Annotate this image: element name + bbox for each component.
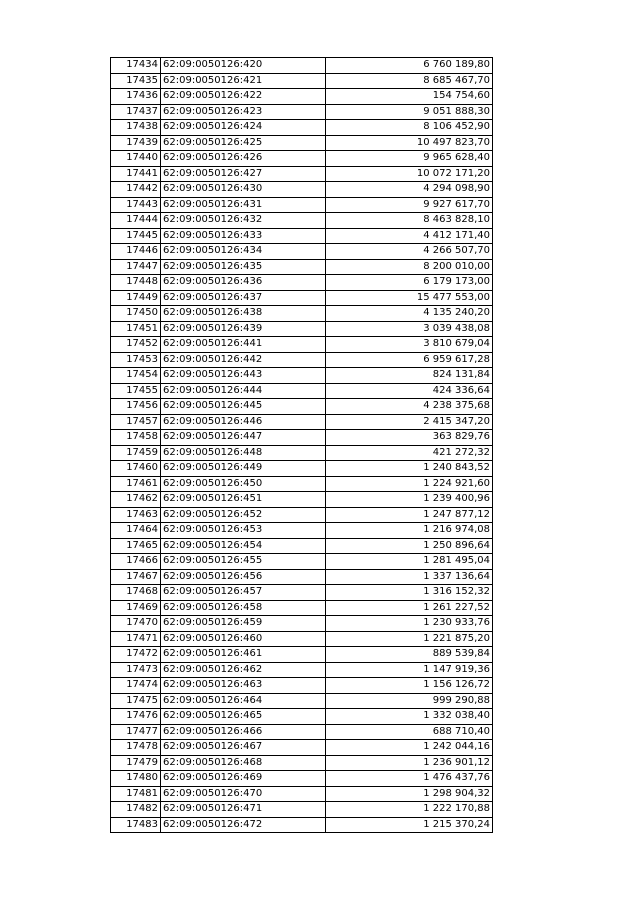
table-row (111, 58, 493, 74)
table-row (111, 802, 493, 818)
value-cell: 424 336,64 (326, 383, 493, 399)
cadastral-number-cell: 62:09:0050126:442 (161, 352, 326, 368)
cadastral-number-cell: 62:09:0050126:444 (161, 383, 326, 399)
cadastral-number-cell: 62:09:0050126:459 (161, 616, 326, 632)
cadastral-number-cell: 62:09:0050126:456 (161, 569, 326, 585)
table-row (111, 383, 493, 399)
row-number-cell: 17444 (111, 213, 161, 229)
table-row (111, 306, 493, 322)
cadastral-number-cell: 62:09:0050126:461 (161, 647, 326, 663)
value-cell: 10 497 823,70 (326, 135, 493, 151)
row-number-cell: 17452 (111, 337, 161, 353)
table-row (111, 709, 493, 725)
table-row (111, 600, 493, 616)
table-row (111, 662, 493, 678)
table-row (111, 554, 493, 570)
table-row (111, 352, 493, 368)
cadastral-number-cell: 62:09:0050126:437 (161, 290, 326, 306)
table-row (111, 120, 493, 136)
value-cell: 4 294 098,90 (326, 182, 493, 198)
value-cell: 363 829,76 (326, 430, 493, 446)
table-row (111, 507, 493, 523)
cadastral-number-cell: 62:09:0050126:446 (161, 414, 326, 430)
value-cell: 1 316 152,32 (326, 585, 493, 601)
row-number-cell: 17464 (111, 523, 161, 539)
cadastral-number-cell: 62:09:0050126:431 (161, 197, 326, 213)
table-row (111, 740, 493, 756)
value-cell: 1 224 921,60 (326, 476, 493, 492)
cadastral-number-cell: 62:09:0050126:472 (161, 817, 326, 833)
table-row (111, 104, 493, 120)
cadastral-number-cell: 62:09:0050126:462 (161, 662, 326, 678)
table-row (111, 693, 493, 709)
table-row (111, 135, 493, 151)
table-row (111, 166, 493, 182)
value-cell: 9 965 628,40 (326, 151, 493, 167)
value-cell: 3 810 679,04 (326, 337, 493, 353)
cadastral-number-cell: 62:09:0050126:432 (161, 213, 326, 229)
cadastral-number-cell: 62:09:0050126:455 (161, 554, 326, 570)
row-number-cell: 17435 (111, 73, 161, 89)
value-cell: 999 290,88 (326, 693, 493, 709)
row-number-cell: 17458 (111, 430, 161, 446)
cadastral-number-cell: 62:09:0050126:436 (161, 275, 326, 291)
cadastral-number-cell: 62:09:0050126:463 (161, 678, 326, 694)
cadastral-number-cell: 62:09:0050126:445 (161, 399, 326, 415)
row-number-cell: 17462 (111, 492, 161, 508)
row-number-cell: 17463 (111, 507, 161, 523)
value-cell: 824 131,84 (326, 368, 493, 384)
table-row (111, 414, 493, 430)
table-row (111, 321, 493, 337)
cadastral-number-cell: 62:09:0050126:421 (161, 73, 326, 89)
cadastral-number-cell: 62:09:0050126:420 (161, 58, 326, 74)
table-row (111, 585, 493, 601)
table-row (111, 73, 493, 89)
value-cell: 1 236 901,12 (326, 755, 493, 771)
row-number-cell: 17482 (111, 802, 161, 818)
value-cell: 1 215 370,24 (326, 817, 493, 833)
cadastral-number-cell: 62:09:0050126:450 (161, 476, 326, 492)
cadastral-number-cell: 62:09:0050126:422 (161, 89, 326, 105)
row-number-cell: 17466 (111, 554, 161, 570)
value-cell: 1 242 044,16 (326, 740, 493, 756)
row-number-cell: 17442 (111, 182, 161, 198)
table-row (111, 616, 493, 632)
value-cell: 1 230 933,76 (326, 616, 493, 632)
table-row (111, 151, 493, 167)
value-cell: 1 147 919,36 (326, 662, 493, 678)
cadastral-number-cell: 62:09:0050126:458 (161, 600, 326, 616)
cadastral-number-cell: 62:09:0050126:434 (161, 244, 326, 260)
table-row (111, 197, 493, 213)
value-cell: 1 240 843,52 (326, 461, 493, 477)
value-cell: 1 298 904,32 (326, 786, 493, 802)
row-number-cell: 17440 (111, 151, 161, 167)
row-number-cell: 17467 (111, 569, 161, 585)
table-row (111, 290, 493, 306)
cadastral-number-cell: 62:09:0050126:467 (161, 740, 326, 756)
value-cell: 8 200 010,00 (326, 259, 493, 275)
value-cell: 1 332 038,40 (326, 709, 493, 725)
cadastral-number-cell: 62:09:0050126:457 (161, 585, 326, 601)
value-cell: 4 135 240,20 (326, 306, 493, 322)
row-number-cell: 17447 (111, 259, 161, 275)
row-number-cell: 17436 (111, 89, 161, 105)
value-cell: 688 710,40 (326, 724, 493, 740)
row-number-cell: 17468 (111, 585, 161, 601)
table-row (111, 275, 493, 291)
row-number-cell: 17455 (111, 383, 161, 399)
table-row (111, 569, 493, 585)
table-row (111, 337, 493, 353)
cadastral-number-cell: 62:09:0050126:451 (161, 492, 326, 508)
table-row (111, 182, 493, 198)
row-number-cell: 17449 (111, 290, 161, 306)
value-cell: 1 261 227,52 (326, 600, 493, 616)
value-cell: 421 272,32 (326, 445, 493, 461)
value-cell: 1 337 136,64 (326, 569, 493, 585)
table-row (111, 368, 493, 384)
cadastral-number-cell: 62:09:0050126:433 (161, 228, 326, 244)
table-row (111, 523, 493, 539)
row-number-cell: 17445 (111, 228, 161, 244)
value-cell: 889 539,84 (326, 647, 493, 663)
row-number-cell: 17448 (111, 275, 161, 291)
value-cell: 8 106 452,90 (326, 120, 493, 136)
table-row (111, 631, 493, 647)
value-cell: 1 281 495,04 (326, 554, 493, 570)
table-row (111, 461, 493, 477)
cadastral-number-cell: 62:09:0050126:469 (161, 771, 326, 787)
value-cell: 6 760 189,80 (326, 58, 493, 74)
value-cell: 3 039 438,08 (326, 321, 493, 337)
cadastral-number-cell: 62:09:0050126:449 (161, 461, 326, 477)
value-cell: 1 250 896,64 (326, 538, 493, 554)
cadastral-number-cell: 62:09:0050126:425 (161, 135, 326, 151)
cadastral-number-cell: 62:09:0050126:427 (161, 166, 326, 182)
table-row (111, 228, 493, 244)
row-number-cell: 17473 (111, 662, 161, 678)
cadastral-number-cell: 62:09:0050126:443 (161, 368, 326, 384)
table-row (111, 647, 493, 663)
value-cell: 6 959 617,28 (326, 352, 493, 368)
table-row (111, 89, 493, 105)
row-number-cell: 17476 (111, 709, 161, 725)
cadastral-number-cell: 62:09:0050126:470 (161, 786, 326, 802)
value-cell: 1 216 974,08 (326, 523, 493, 539)
row-number-cell: 17439 (111, 135, 161, 151)
row-number-cell: 17470 (111, 616, 161, 632)
value-cell: 1 247 877,12 (326, 507, 493, 523)
cadastral-number-cell: 62:09:0050126:438 (161, 306, 326, 322)
table-row (111, 538, 493, 554)
row-number-cell: 17475 (111, 693, 161, 709)
row-number-cell: 17443 (111, 197, 161, 213)
table-row (111, 492, 493, 508)
value-cell: 1 476 437,76 (326, 771, 493, 787)
table-row (111, 724, 493, 740)
cadastral-number-cell: 62:09:0050126:423 (161, 104, 326, 120)
cadastral-number-cell: 62:09:0050126:439 (161, 321, 326, 337)
row-number-cell: 17474 (111, 678, 161, 694)
cadastral-number-cell: 62:09:0050126:466 (161, 724, 326, 740)
value-cell: 1 156 126,72 (326, 678, 493, 694)
cadastral-number-cell: 62:09:0050126:468 (161, 755, 326, 771)
value-cell: 8 685 467,70 (326, 73, 493, 89)
value-cell: 1 222 170,88 (326, 802, 493, 818)
table-row (111, 771, 493, 787)
value-cell: 15 477 553,00 (326, 290, 493, 306)
value-cell: 4 412 171,40 (326, 228, 493, 244)
value-cell: 9 927 617,70 (326, 197, 493, 213)
table-row (111, 213, 493, 229)
row-number-cell: 17438 (111, 120, 161, 136)
table-row (111, 786, 493, 802)
table-row (111, 445, 493, 461)
table-row (111, 430, 493, 446)
cadastral-number-cell: 62:09:0050126:453 (161, 523, 326, 539)
row-number-cell: 17472 (111, 647, 161, 663)
cadastral-number-cell: 62:09:0050126:435 (161, 259, 326, 275)
table-row (111, 755, 493, 771)
row-number-cell: 17460 (111, 461, 161, 477)
cadastral-number-cell: 62:09:0050126:465 (161, 709, 326, 725)
row-number-cell: 17477 (111, 724, 161, 740)
row-number-cell: 17469 (111, 600, 161, 616)
value-cell: 6 179 173,00 (326, 275, 493, 291)
table-row (111, 678, 493, 694)
row-number-cell: 17437 (111, 104, 161, 120)
row-number-cell: 17446 (111, 244, 161, 260)
value-cell: 4 266 507,70 (326, 244, 493, 260)
cadastral-number-cell: 62:09:0050126:448 (161, 445, 326, 461)
table-body (111, 58, 493, 833)
cadastral-number-cell: 62:09:0050126:464 (161, 693, 326, 709)
row-number-cell: 17451 (111, 321, 161, 337)
row-number-cell: 17456 (111, 399, 161, 415)
cadastral-number-cell: 62:09:0050126:424 (161, 120, 326, 136)
row-number-cell: 17453 (111, 352, 161, 368)
row-number-cell: 17450 (111, 306, 161, 322)
value-cell: 9 051 888,30 (326, 104, 493, 120)
row-number-cell: 17441 (111, 166, 161, 182)
table-row (111, 244, 493, 260)
value-cell: 1 221 875,20 (326, 631, 493, 647)
cadastral-number-cell: 62:09:0050126:452 (161, 507, 326, 523)
table-row (111, 399, 493, 415)
value-cell: 8 463 828,10 (326, 213, 493, 229)
row-number-cell: 17459 (111, 445, 161, 461)
cadastral-number-cell: 62:09:0050126:447 (161, 430, 326, 446)
value-cell: 154 754,60 (326, 89, 493, 105)
cadastral-number-cell: 62:09:0050126:471 (161, 802, 326, 818)
cadastral-number-cell: 62:09:0050126:441 (161, 337, 326, 353)
value-cell: 1 239 400,96 (326, 492, 493, 508)
cadastral-number-cell: 62:09:0050126:454 (161, 538, 326, 554)
row-number-cell: 17483 (111, 817, 161, 833)
value-cell: 2 415 347,20 (326, 414, 493, 430)
row-number-cell: 17454 (111, 368, 161, 384)
row-number-cell: 17457 (111, 414, 161, 430)
row-number-cell: 17480 (111, 771, 161, 787)
cadastral-number-cell: 62:09:0050126:426 (161, 151, 326, 167)
table-row (111, 259, 493, 275)
row-number-cell: 17471 (111, 631, 161, 647)
row-number-cell: 17481 (111, 786, 161, 802)
table-row (111, 817, 493, 833)
row-number-cell: 17478 (111, 740, 161, 756)
cadastral-number-cell: 62:09:0050126:460 (161, 631, 326, 647)
row-number-cell: 17434 (111, 58, 161, 74)
cadastral-number-cell: 62:09:0050126:430 (161, 182, 326, 198)
value-cell: 4 238 375,68 (326, 399, 493, 415)
cadastral-value-table (110, 57, 493, 833)
row-number-cell: 17461 (111, 476, 161, 492)
row-number-cell: 17465 (111, 538, 161, 554)
table-row (111, 476, 493, 492)
value-cell: 10 072 171,20 (326, 166, 493, 182)
row-number-cell: 17479 (111, 755, 161, 771)
